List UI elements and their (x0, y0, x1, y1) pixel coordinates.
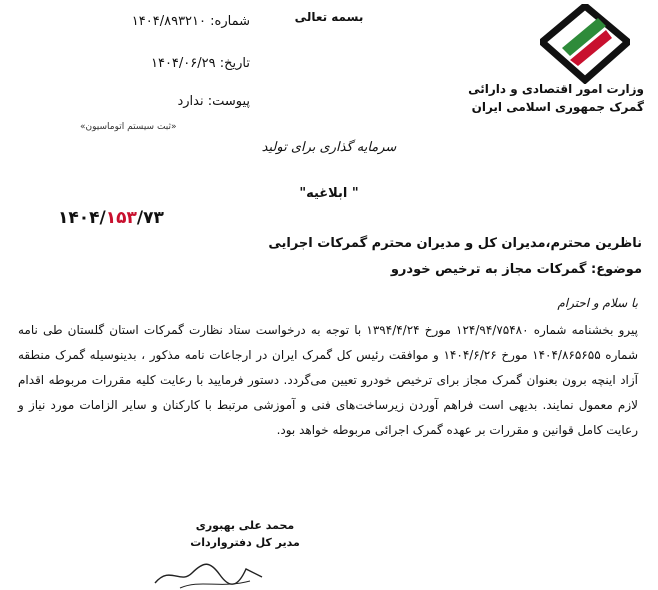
attachment-value: ندارد (177, 94, 204, 109)
ministry-line-2: گمرک جمهوری اسلامی ایران (471, 100, 644, 114)
circular-number-serial: ۱۵۳ (105, 208, 137, 228)
date-value: ۱۴۰۴/۰۶/۲۹ (150, 56, 216, 71)
circular-number-year: ۱۴۰۴/ (58, 208, 106, 228)
attachment-label: پیوست: (207, 94, 250, 109)
greeting: با سلام و احترام (557, 296, 638, 310)
ministry-line-1: وزارت امور اقتصادی و دارائی (468, 82, 644, 96)
letter-date-row (10, 56, 250, 71)
customs-logo-icon (540, 4, 630, 84)
notice-heading: " ابلاغیه" (299, 186, 359, 201)
number-label: شماره: (210, 14, 250, 29)
letter-number-row (10, 14, 250, 29)
ministry-name (464, 80, 644, 116)
date-label: تاریخ: (219, 56, 250, 71)
signer-title: مدیر کل دفترواردات (190, 536, 300, 549)
year-slogan: سرمایه گذاری برای تولید (261, 140, 397, 155)
system-note: «ثبت سیستم اتوماسیون» (80, 122, 177, 132)
circular-number (58, 208, 164, 228)
number-value: ۱۴۰۴/۸۹۳۲۱۰ (131, 14, 207, 29)
subject-line: موضوع: گمرکات مجاز به ترخیص خودرو (390, 262, 642, 277)
circular-number-suffix: /۷۳ (136, 208, 164, 228)
bismillah-heading: بسمه تعالی (294, 10, 364, 24)
attachment-row (10, 94, 250, 109)
signature-icon (150, 555, 270, 590)
letter-body: پیرو بخشنامه شماره ۱۲۴/۹۴/۷۵۴۸۰ مورخ ۱۳۹۴/۴/۲۴ با توجه به درخواست ستاد نظارت گمرکات استان گلستان طی نامه شماره ۱۴۰۴/۸۶۵۶۵۵ مورخ ۱۴۰۴/۶/۲۶ و موافقت رئیس کل گمرک ایران در ارجاعات نامه مذکور ، بدینوسیله گمرک منطقه آزاد اینچه برون بعنوان گمرک مجاز برای ترخیص خودرو تعیین می‌گردد. دستور فرمایید با رعایت کلیه مقررات مربوطه اقدام لازم معمول نمایند. بدیهی است فراهم آوردن زیرساخت‌های فنی و آموزشی مرتبط با کارکنان و سایر الزامات مورد نیاز و رعایت کامل قوانین و مقررات بر عهده گمرک اجرائی مربوطه خواهد بود. (18, 323, 639, 437)
signer-name: محمد علی بهبوری (195, 519, 295, 532)
recipients-line: ناظرین محترم،مدیران کل و مدیران محترم گمرکات اجرایی (268, 236, 642, 251)
